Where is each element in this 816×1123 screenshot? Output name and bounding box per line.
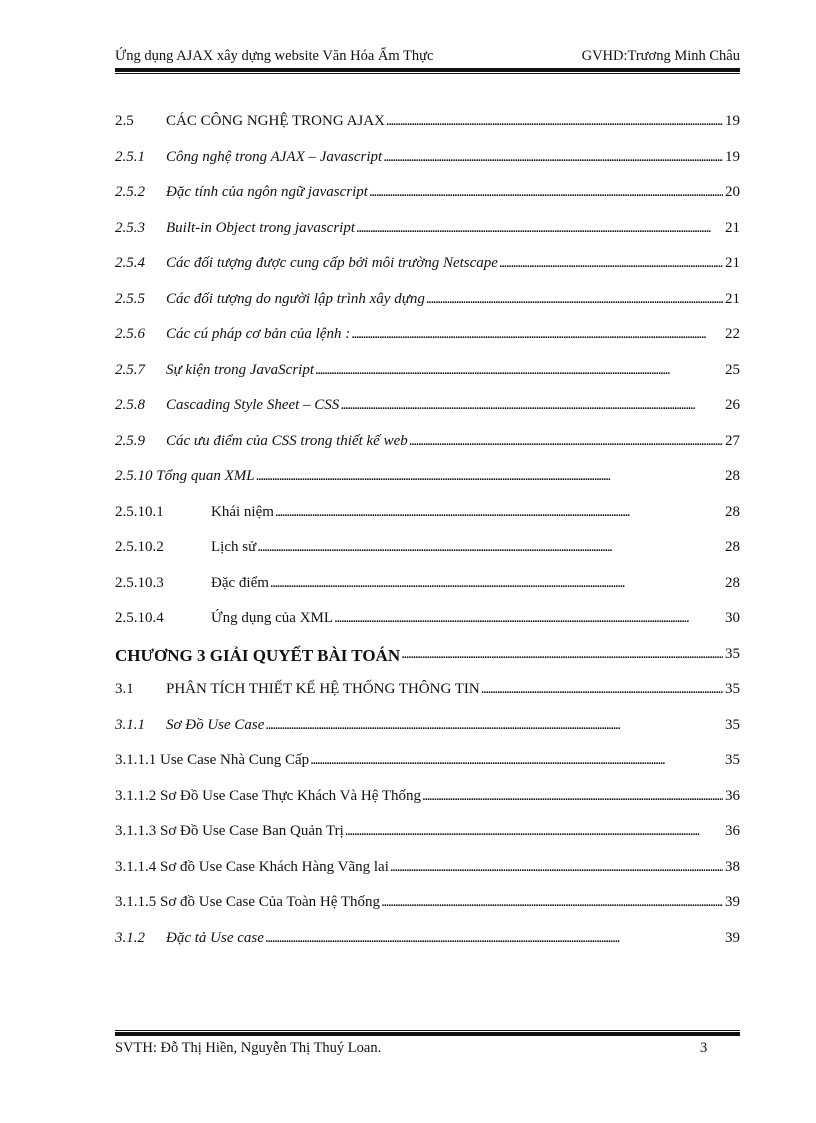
header-document-title: Ứng dụng AJAX xây dựng website Văn Hóa Ẩm Thực [115,48,434,64]
toc-number: 2.5.6 [115,326,145,342]
toc-title: Lịch sử [211,539,257,555]
toc-page: 22 [725,326,740,342]
toc-page: 35 [725,645,740,662]
toc-leader [390,859,723,876]
toc-entry[interactable] [115,255,740,291]
toc-title: Sự kiện trong JavaScript [166,361,315,378]
page-number: 3 [700,1040,708,1056]
toc-page: 38 [725,858,740,875]
toc-chapter-entry[interactable] [115,646,740,682]
toc-entry[interactable] [115,113,740,149]
toc-page: 35 [725,716,740,733]
footer-authors: SVTH: Đỗ Thị Hiền, Nguyễn Thị Thuý Loan. [115,1040,382,1056]
toc-entry[interactable] [115,823,740,859]
toc-title: Các ưu điểm của CSS trong thiết kế web [166,432,408,449]
toc-leader [422,788,723,805]
toc-page: 39 [725,894,740,910]
toc-number: 3.1.1 [115,716,145,733]
toc-number: 2.5.5 [115,290,145,307]
toc-page: 21 [725,290,740,307]
toc-page: 26 [725,397,740,413]
toc-leader [401,646,723,663]
toc-leader [383,149,723,166]
toc-number: 2.5 [115,113,134,129]
toc-entry[interactable] [115,752,740,788]
toc-number: 2.5.10.3 [115,574,164,591]
toc-entry[interactable] [115,681,740,717]
toc-title: 3.1.1.3 Sơ Đồ Use Case Ban Quản Trị [115,823,344,839]
toc-leader [369,184,723,201]
toc-leader [499,255,723,272]
toc-title: PHÂN TÍCH THIẾT KẾ HỆ THỐNG THÔNG TIN [166,681,480,697]
toc-entry[interactable] [115,362,740,398]
toc-leader [481,681,723,698]
toc-entry[interactable] [115,291,740,327]
toc-page: 35 [725,752,740,768]
toc-leader [270,575,723,592]
toc-page: 21 [725,255,740,271]
toc-leader [257,539,723,556]
toc-leader [265,930,723,947]
toc-leader [256,468,723,485]
toc-entry[interactable] [115,788,740,824]
toc-title: Công nghệ trong AJAX – Javascript [166,148,383,165]
toc-entry[interactable] [115,326,740,362]
toc-title: Đặc tả Use case [166,929,264,946]
toc-title: Đặc điểm [211,574,269,591]
toc-page: 20 [725,184,740,200]
toc-title: 3.1.1.5 Sơ đồ Use Case Của Toàn Hệ Thống [115,894,381,910]
toc-title: Built-in Object trong javascript [166,219,356,236]
table-of-contents [115,113,740,965]
toc-page: 19 [725,148,740,165]
toc-page: 25 [725,361,740,378]
toc-entry[interactable] [115,220,740,256]
toc-leader [275,504,723,521]
toc-leader [409,433,723,450]
toc-entry[interactable] [115,504,740,540]
toc-entry[interactable] [115,468,740,504]
toc-title: 2.5.10 Tổng quan XML [115,468,255,484]
page-header [115,48,740,68]
toc-entry[interactable] [115,433,740,469]
toc-entry[interactable] [115,575,740,611]
footer-rule-thick [115,1032,740,1036]
toc-entry[interactable] [115,717,740,753]
toc-leader [310,752,723,769]
toc-number: 2.5.7 [115,361,145,378]
toc-leader [426,291,723,308]
toc-page: 28 [725,468,740,484]
toc-entry[interactable] [115,930,740,966]
toc-number: 3.1.2 [115,929,145,946]
toc-page: 36 [725,787,740,804]
header-rule-thin [115,73,740,74]
toc-page: 35 [725,681,740,697]
toc-leader [381,894,723,911]
footer-rule-thin [115,1030,740,1031]
toc-number: 2.5.10.2 [115,539,164,555]
toc-leader [351,326,723,343]
toc-title: CHƯƠNG 3 GIẢI QUYẾT BÀI TOÁN [115,645,401,665]
toc-title: Các đối tượng do người lập trình xây dựng [166,290,425,307]
toc-page: 28 [725,574,740,591]
toc-number: 2.5.10.4 [115,610,164,626]
toc-leader [340,397,723,414]
toc-number: 3.1 [115,681,134,697]
toc-page: 28 [725,539,740,555]
header-rule-thick [115,68,740,72]
toc-number: 2.5.9 [115,432,145,449]
toc-number: 2.5.4 [115,255,145,271]
toc-number: 2.5.10.1 [115,503,164,520]
toc-title: Khái niệm [211,503,274,520]
toc-page: 39 [725,929,740,946]
toc-page: 36 [725,823,740,839]
toc-entry[interactable] [115,539,740,575]
toc-entry[interactable] [115,859,740,895]
toc-entry[interactable] [115,894,740,930]
toc-title: Ứng dụng của XML [211,610,334,626]
toc-leader [386,113,723,130]
toc-title: Các đối tượng được cung cấp bởi môi trường Netscape [166,255,498,271]
toc-page: 27 [725,432,740,449]
toc-page: 30 [725,610,740,626]
toc-title: Đặc tính của ngôn ngữ javascript [166,184,368,200]
toc-entry[interactable] [115,184,740,220]
toc-leader [345,823,723,840]
toc-number: 2.5.8 [115,397,145,413]
toc-page: 19 [725,113,740,129]
toc-title: Sơ Đồ Use Case [166,716,265,733]
toc-title: CÁC CÔNG NGHỆ TRONG AJAX [166,113,385,129]
toc-leader [265,717,723,734]
page-footer [115,1040,740,1060]
toc-number: 2.5.3 [115,219,145,236]
toc-title: Cascading Style Sheet – CSS [166,397,340,413]
toc-entry[interactable] [115,397,740,433]
toc-entry[interactable] [115,149,740,185]
toc-title: Các cú pháp cơ bản của lệnh : [166,326,351,342]
toc-leader [334,610,723,627]
header-advisor: GVHD:Trương Minh Châu [581,48,740,64]
toc-number: 2.5.1 [115,148,145,165]
toc-leader [315,362,723,379]
toc-page: 21 [725,219,740,236]
toc-title: 3.1.1.4 Sơ đồ Use Case Khách Hàng Vãng lai [115,858,389,875]
toc-page: 28 [725,503,740,520]
toc-title: 3.1.1.2 Sơ Đồ Use Case Thực Khách Và Hệ Thống [115,787,422,804]
toc-leader [356,220,723,237]
toc-entry[interactable] [115,610,740,646]
toc-title: 3.1.1.1 Use Case Nhà Cung Cấp [115,752,310,768]
toc-number: 2.5.2 [115,184,145,200]
